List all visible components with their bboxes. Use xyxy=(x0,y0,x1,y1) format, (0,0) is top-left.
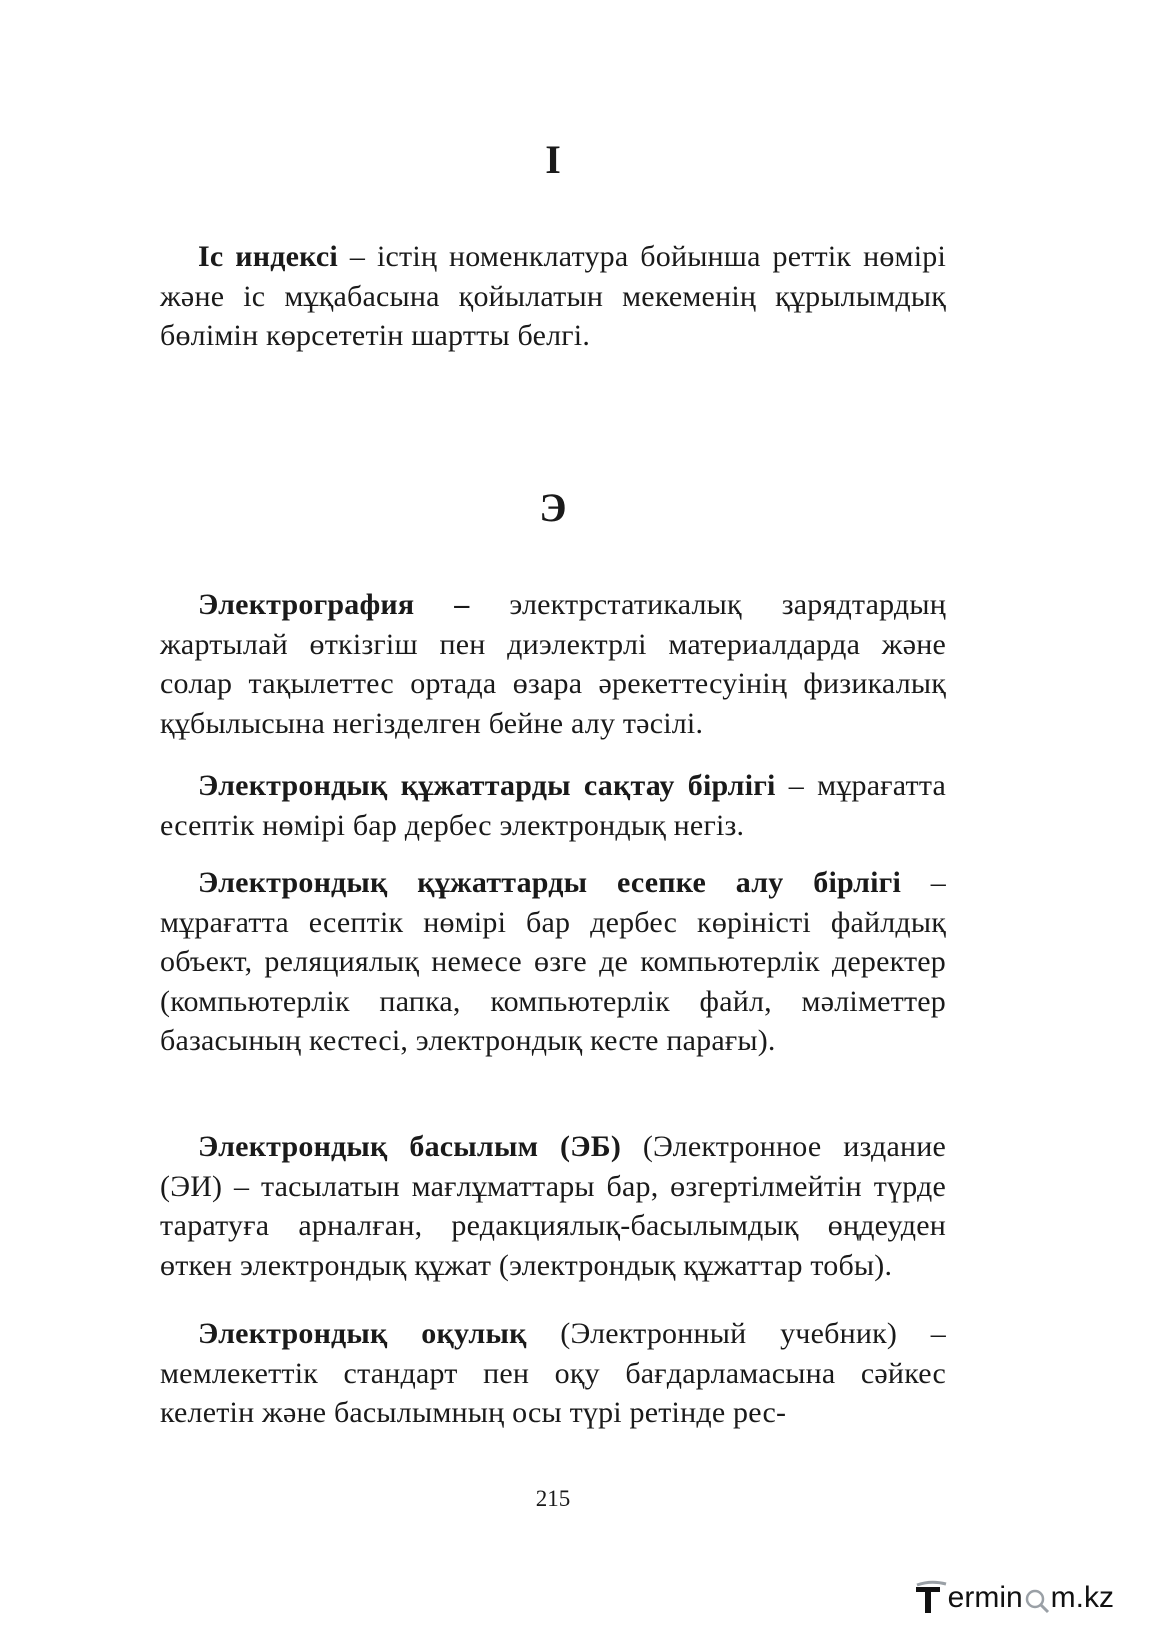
entry-term: Іс индексі xyxy=(198,240,338,273)
glossary-entry xyxy=(160,585,946,743)
glossary-entry xyxy=(160,863,946,1061)
termincom-watermark-logo xyxy=(914,1576,1114,1620)
entry-term: Электрография – xyxy=(198,588,470,621)
t-letter-logo-icon xyxy=(914,1578,948,1618)
entry-definition: – мұрағатта есептік нөмірі бар дербес көріністі файлдық объект, реляциялық немесе өзге де компьютерлік деректер (компьютерлік папка, компьютерлік файл, мәліметтер базасының кестесі, электрондық кесте парағы). xyxy=(160,866,946,1057)
glossary-entry xyxy=(160,1127,946,1285)
entry-definition: электрстатикалық зарядтардың жартылай өткізгіш пен диэлектрлі материалдарда және солар тақылеттес ортада өзара әрекеттесуінің физикалық құбылысына негізделген бейне алу тәсілі. xyxy=(160,588,947,740)
entry-definition: (Электронное издание (ЭИ) – тасылатын мағлұматтары бар, өзгертілмейтін түрде таратуға арналған, редакциялық-басылымдық өңдеуден өткен электрондық құжат (электрондық құжаттар тобы). xyxy=(160,1130,946,1282)
section-letter-heading: І xyxy=(545,137,561,182)
entry-term: Электрондық басылым (ЭБ) xyxy=(198,1130,622,1163)
entry-term: Электрондық құжаттарды есепке алу бірлігі xyxy=(198,866,902,899)
entry-definition: – істің номенклатура бойынша реттік нөмірі және іс мұқабасына қойылатын мекеменің құрылымдық бөлімін көрсететін шартты белгі. xyxy=(160,240,946,352)
glossary-entry xyxy=(160,766,946,845)
section-letter-heading: Э xyxy=(539,485,567,530)
entry-definition: (Электронный учебник) – мемлекеттік стандарт пен оқу бағдарламасына сәйкес келетін және басылымның осы түрі ретінде рес- xyxy=(160,1317,946,1429)
watermark-text: m.kz xyxy=(1050,1581,1114,1614)
magnifier-icon xyxy=(1023,1582,1051,1614)
entry-term: Электрондық құжаттарды сақтау бірлігі xyxy=(198,769,776,802)
page-number: 215 xyxy=(535,1486,571,1511)
watermark-text: ermin xyxy=(947,1581,1023,1614)
glossary-entry xyxy=(160,1314,946,1433)
glossary-entry xyxy=(160,237,946,356)
entry-definition: – мұрағатта есептік нөмірі бар дербес электрондық негіз. xyxy=(160,769,947,842)
entry-term: Электрондық оқулық xyxy=(198,1317,527,1350)
